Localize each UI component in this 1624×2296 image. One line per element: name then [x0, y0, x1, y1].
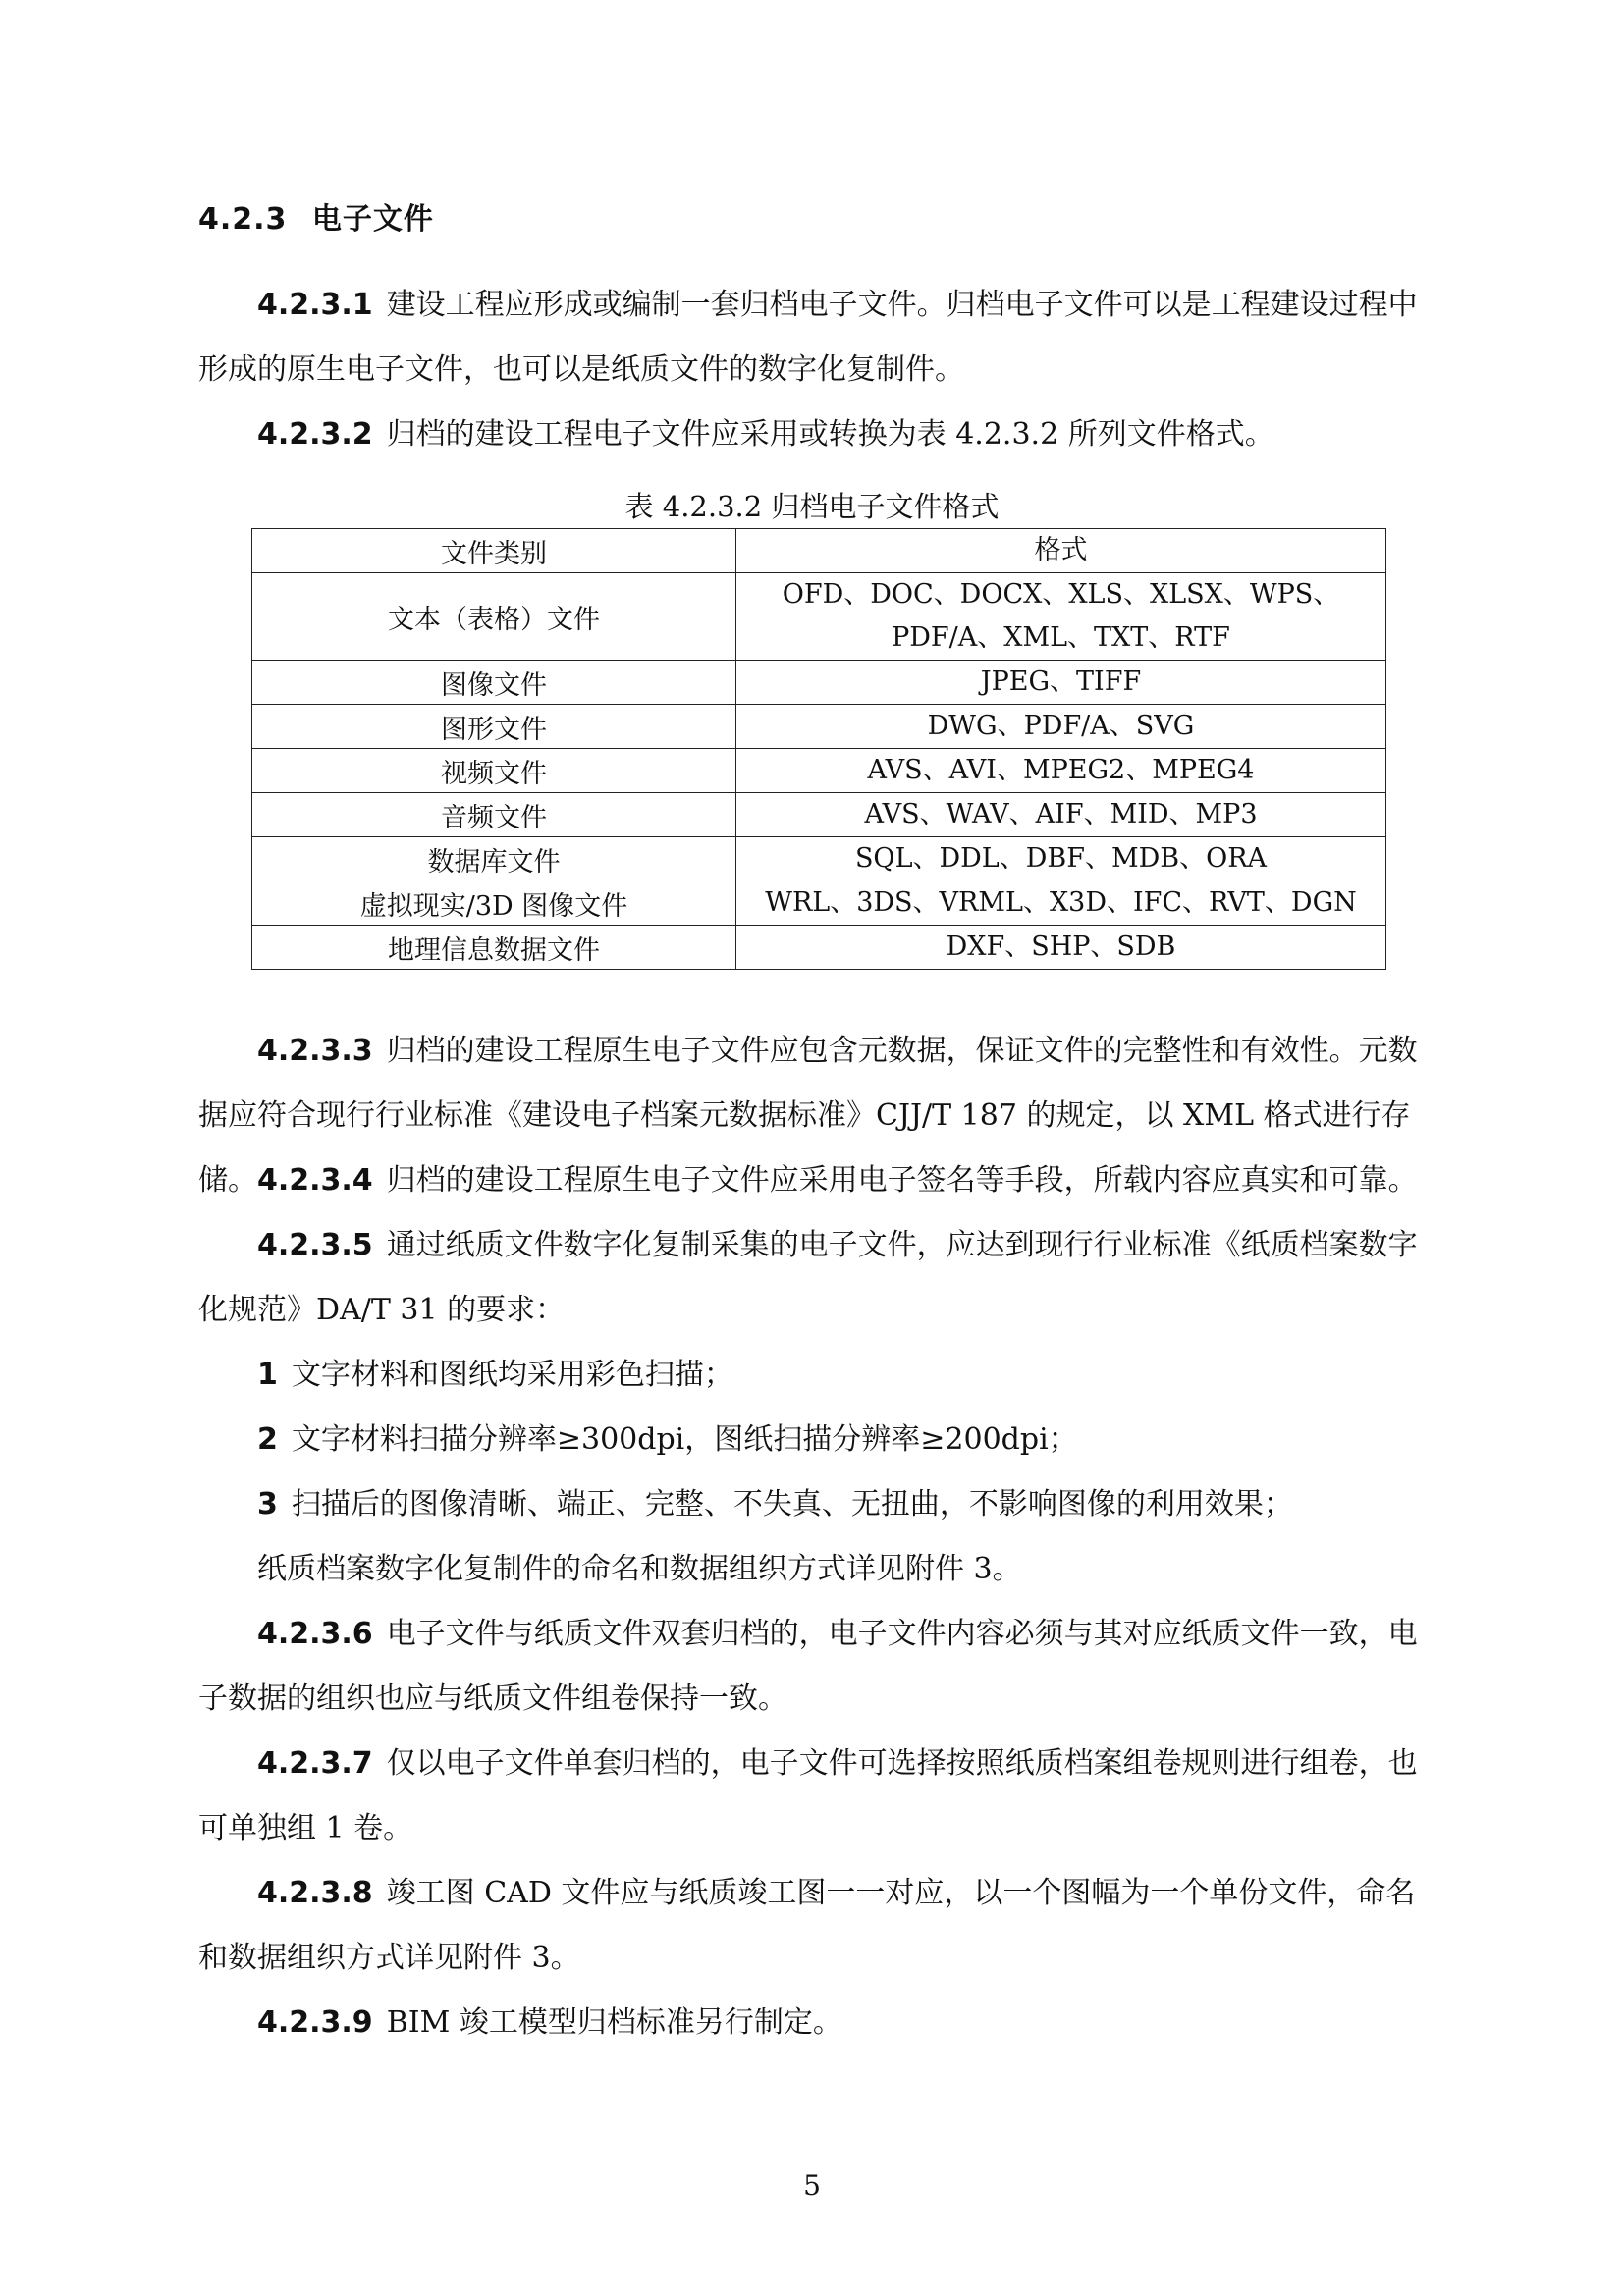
row-format-line: PDF/A、XML、TXT、RTF: [892, 622, 1230, 653]
clause-4-2-3-1: [198, 273, 1437, 402]
clause-text: 归档的建设工程电子文件应采用或转换为表 4.2.3.2 所列文件格式。: [386, 417, 1274, 452]
item-text: 文字材料扫描分辨率≥300dpi，图纸扫描分辨率≥200dpi；: [291, 1422, 1078, 1457]
clause-number: 4.2.3.8: [257, 1876, 373, 1910]
row-format: DWG、PDF/A、SVG: [736, 705, 1386, 749]
list-item-3: [198, 1472, 1437, 1537]
row-category: 虚拟现实/3D 图像文件: [252, 881, 736, 926]
table-row: [252, 926, 1386, 970]
clause-number: 4.2.3.6: [257, 1617, 373, 1651]
row-format: DXF、SHP、SDB: [736, 926, 1386, 970]
section-number: 4.2.3: [198, 202, 288, 237]
list-item-2: [198, 1408, 1437, 1472]
row-format: AVS、WAV、AIF、MID、MP3: [736, 793, 1386, 837]
item-text: 文字材料和图纸均采用彩色扫描；: [291, 1358, 733, 1392]
clause-text: 建设工程应形成或编制一套归档电子文件。归档电子文件可以是工程建设过程中形成的原生电子文件，也可以是纸质文件的数字化复制件。: [198, 288, 1418, 387]
row-format-line: OFD、DOC、DOCX、XLS、XLSX、WPS、: [782, 579, 1340, 610]
clause-number: 4.2.3.2: [257, 417, 373, 452]
row-category: 图形文件: [252, 705, 736, 749]
row-format: AVS、AVI、MPEG2、MPEG4: [736, 749, 1386, 793]
clause-text: 竣工图 CAD 文件应与纸质竣工图一一对应，以一个图幅为一个单份文件，命名和数据组织方式详见附件 3。: [198, 1876, 1416, 1975]
row-format: JPEG、TIFF: [736, 661, 1386, 705]
table-row: [252, 749, 1386, 793]
clause-number: 4.2.3.9: [257, 2005, 373, 2040]
clause-text: 电子文件与纸质文件双套归档的，电子文件内容必须与其对应纸质文件一致，电子数据的组织也应与纸质文件组卷保持一致。: [198, 1617, 1418, 1716]
clause-4-2-3-7: [198, 1732, 1437, 1861]
note-text: 纸质档案数字化复制件的命名和数据组织方式详见附件 3。: [257, 1552, 1022, 1586]
table-caption: 表 4.2.3.2 归档电子文件格式: [624, 490, 1000, 523]
row-category: 地理信息数据文件: [252, 926, 736, 970]
table-row: [252, 705, 1386, 749]
item-number: 1: [257, 1358, 278, 1392]
row-category: 图像文件: [252, 661, 736, 705]
list-item-1: [198, 1343, 1437, 1408]
item-number: 3: [257, 1487, 278, 1522]
row-category: 视频文件: [252, 749, 736, 793]
row-category: 音频文件: [252, 793, 736, 837]
row-format: WRL、3DS、VRML、X3D、IFC、RVT、DGN: [736, 881, 1386, 926]
header-format: 格式: [736, 529, 1386, 573]
section-title: 电子文件: [311, 202, 434, 237]
digitization-note: [198, 1537, 1437, 1602]
table-header-row: [252, 529, 1386, 573]
clause-text: 仅以电子文件单套归档的，电子文件可选择按照纸质档案组卷规则进行组卷，也可单独组 1 卷。: [198, 1746, 1418, 1845]
clause-4-2-3-4: [198, 1148, 1437, 1213]
row-category: 文本（表格）文件: [252, 573, 736, 661]
clause-number: 4.2.3.5: [257, 1228, 373, 1262]
header-category: 文件类别: [252, 529, 736, 573]
clause-4-2-3-6: [198, 1602, 1437, 1732]
clause-number: 4.2.3.3: [257, 1034, 373, 1068]
clause-text: 通过纸质文件数字化复制采集的电子文件，应达到现行行业标准《纸质档案数字化规范》DA/T 31 的要求：: [198, 1228, 1418, 1327]
clause-number: 4.2.3.1: [257, 288, 373, 322]
row-format: SQL、DDL、DBF、MDB、ORA: [736, 837, 1386, 881]
clause-number: 4.2.3.7: [257, 1746, 373, 1781]
table-row: [252, 881, 1386, 926]
section-heading: [198, 194, 434, 238]
clause-4-2-3-8: [198, 1861, 1437, 1991]
clause-4-2-3-5: [198, 1213, 1437, 1343]
clause-text: 归档的建设工程原生电子文件应包含元数据，保证文件的完整性和有效性。元数据应符合现行行业标准《建设电子档案元数据标准》CJJ/T 187 的规定，以 XML 格式进行存储。: [198, 1034, 1418, 1198]
row-format: [736, 573, 1386, 661]
clause-text: BIM 竣工模型归档标准另行制定。: [386, 2005, 842, 2040]
table-row: [252, 661, 1386, 705]
item-number: 2: [257, 1422, 278, 1457]
clause-4-2-3-2: [198, 402, 1437, 467]
clause-number: 4.2.3.4: [257, 1163, 373, 1198]
clause-4-2-3-9: [198, 1991, 1437, 2056]
table-row: [252, 573, 1386, 661]
clause-text: 归档的建设工程原生电子文件应采用电子签名等手段，所载内容应真实和可靠。: [386, 1163, 1418, 1198]
table-row: [252, 837, 1386, 881]
item-text: 扫描后的图像清晰、端正、完整、不失真、无扭曲，不影响图像的利用效果；: [291, 1487, 1293, 1522]
table-row: [252, 793, 1386, 837]
file-format-table: [251, 528, 1386, 970]
row-category: 数据库文件: [252, 837, 736, 881]
page-number: 5: [803, 2169, 821, 2202]
